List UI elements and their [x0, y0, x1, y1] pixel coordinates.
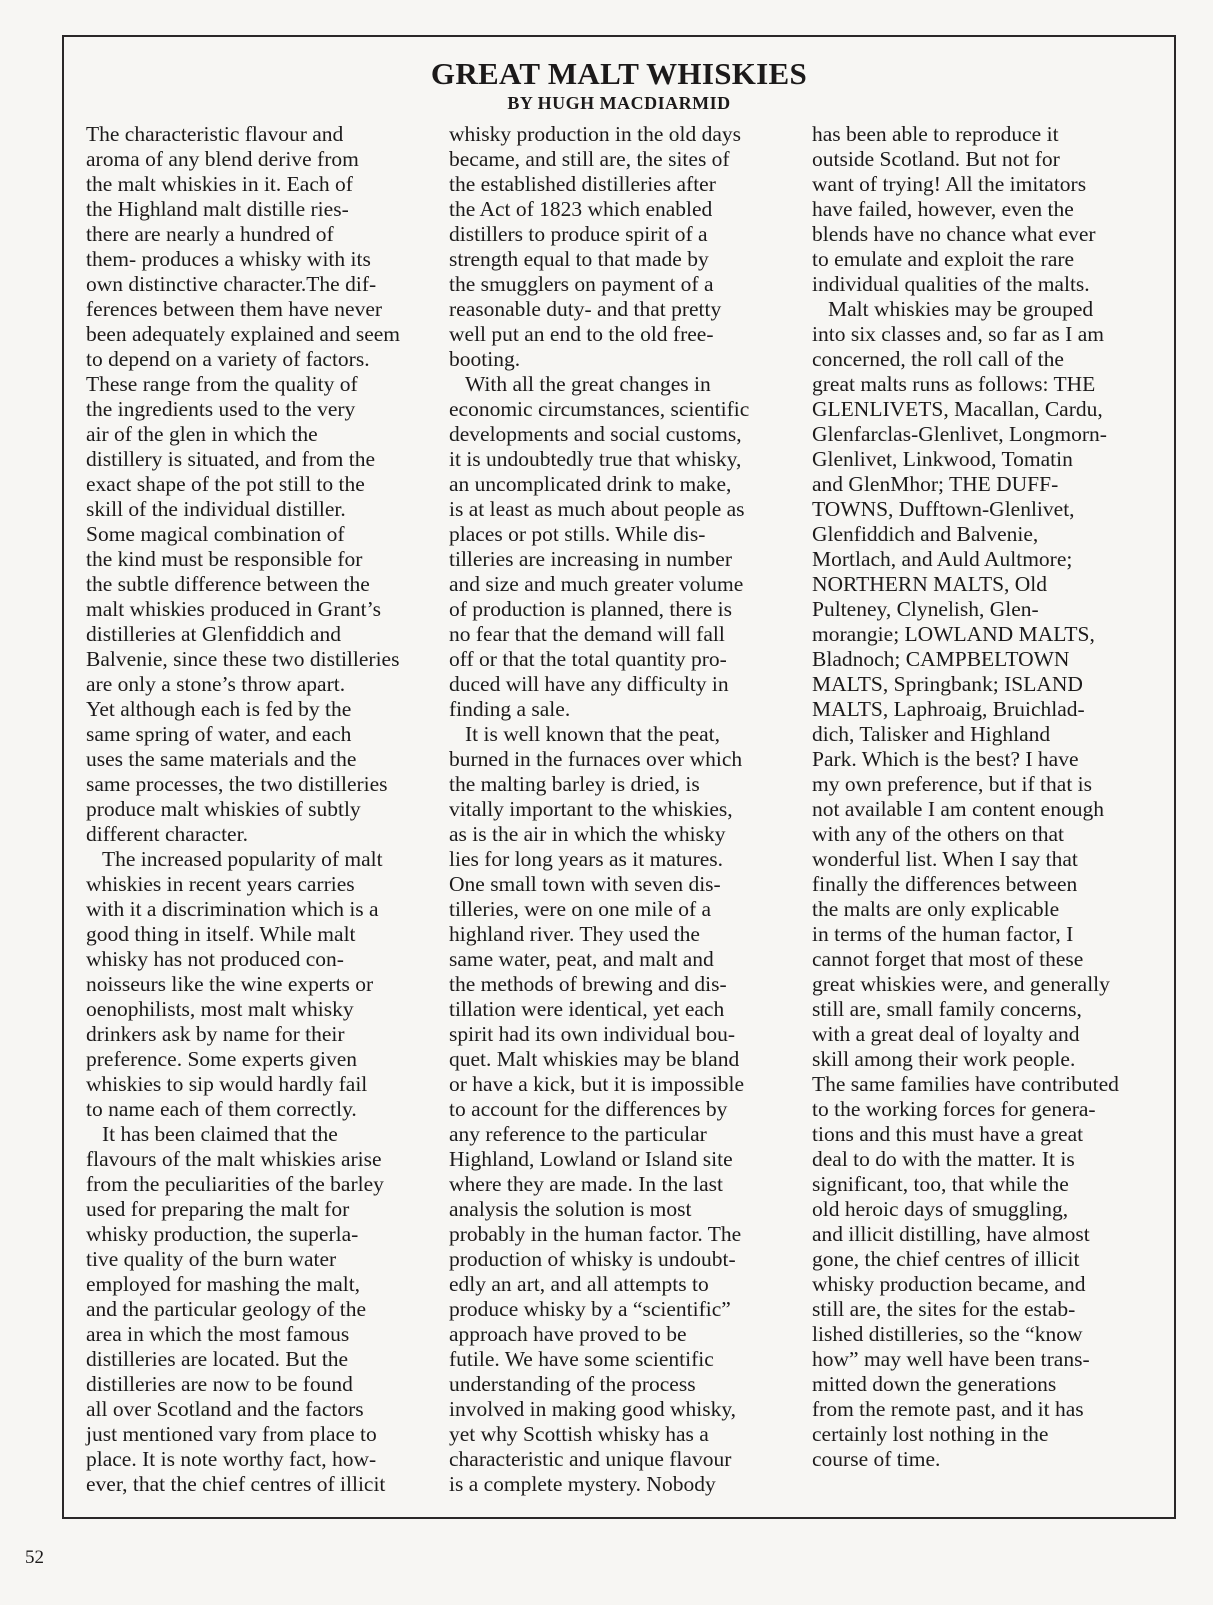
text-line: the smugglers on payment of a	[449, 272, 714, 296]
text-line: economic circumstances, scientific	[449, 397, 750, 421]
text-line: the kind must be responsible for	[86, 547, 363, 571]
text-line: It is well known that the peat,	[465, 722, 720, 746]
text-line: NORTHERN MALTS, Old	[812, 572, 1048, 596]
text-line: the malts are only explicable	[812, 897, 1060, 921]
text-line: quet. Malt whiskies may be bland	[449, 1047, 740, 1071]
text-line: different character.	[86, 822, 248, 846]
text-column-3	[812, 122, 1119, 1472]
text-line: my own preference, but if that is	[812, 772, 1093, 796]
text-line: reasonable duty- and that pretty	[449, 297, 722, 321]
text-line: TOWNS, Dufftown-Glenlivet,	[812, 497, 1075, 521]
text-column-1	[86, 122, 400, 1497]
text-line: outside Scotland. But not for	[812, 147, 1060, 171]
text-line: lished distilleries, so the “know	[812, 1322, 1083, 1346]
text-line: been adequately explained and seem	[86, 322, 400, 346]
text-line: uses the same materials and the	[86, 747, 357, 771]
text-line: course of time.	[812, 1447, 941, 1471]
text-line: well put an end to the old free-	[449, 322, 714, 346]
text-line: The characteristic flavour and	[86, 122, 344, 146]
text-line: of production is planned, there is	[449, 597, 733, 621]
text-line: produce malt whiskies of subtly	[86, 797, 361, 821]
text-line: great whiskies were, and generally	[812, 972, 1110, 996]
page-number: 52	[25, 1547, 44, 1568]
text-line: the ingredients used to the very	[86, 397, 356, 421]
text-line: are only a stone’s throw apart.	[86, 672, 346, 696]
text-line: with a great deal of loyalty and	[812, 1022, 1080, 1046]
text-line: same spring of water, and each	[86, 722, 352, 746]
text-line: produce whisky by a “scientific”	[449, 1297, 731, 1321]
text-line: has been able to reproduce it	[812, 122, 1059, 146]
text-line: whisky production, the superla-	[86, 1222, 359, 1246]
text-line: the methods of brewing and dis-	[449, 972, 727, 996]
text-line: tions and this must have a great	[812, 1122, 1084, 1146]
text-line: characteristic and unique flavour	[449, 1447, 732, 1471]
text-line: or have a kick, but it is impossible	[449, 1072, 744, 1096]
text-line: It has been claimed that the	[102, 1122, 338, 1146]
text-line: edly an art, and all attempts to	[449, 1272, 709, 1296]
text-line: the malt whiskies in it. Each of	[86, 172, 353, 196]
article-title: GREAT MALT WHISKIES	[430, 56, 808, 91]
text-line: MALTS, Laphroaig, Bruichlad-	[812, 697, 1085, 721]
text-line: finding a sale.	[449, 697, 571, 721]
text-line: Park. Which is the best? I have	[812, 747, 1079, 771]
text-line: is at least as much about people as	[449, 497, 745, 521]
text-line: Pulteney, Clynelish, Glen-	[812, 597, 1039, 621]
text-line: tilleries are increasing in number	[449, 547, 732, 571]
text-line: Mortlach, and Auld Aultmore;	[812, 547, 1073, 571]
text-line: whisky has not produced con-	[86, 947, 344, 971]
text-line: to the working forces for genera-	[812, 1097, 1096, 1121]
text-line: blends have no chance what ever	[812, 222, 1096, 246]
text-line: noisseurs like the wine experts or	[86, 972, 374, 996]
text-line: Bladnoch; CAMPBELTOWN	[812, 647, 1070, 671]
text-line: all over Scotland and the factors	[86, 1397, 364, 1421]
text-line: want of trying! All the imitators	[812, 172, 1087, 196]
text-line: distilleries are now to be found	[86, 1372, 353, 1396]
text-line: oenophilists, most malt whisky	[86, 997, 354, 1021]
text-line: from the peculiarities of the barley	[86, 1172, 384, 1196]
text-line: skill of the individual distiller.	[86, 497, 346, 521]
text-line: as is the air in which the whisky	[449, 822, 726, 846]
text-line: to depend on a variety of factors.	[86, 347, 370, 371]
text-line: vitally important to the whiskies,	[449, 797, 733, 821]
text-line: the established distilleries after	[449, 172, 716, 196]
text-line: into six classes and, so far as I am	[812, 322, 1104, 346]
text-line: is a complete mystery. Nobody	[449, 1472, 716, 1496]
text-line: whiskies in recent years carries	[86, 872, 355, 896]
text-line: understanding of the process	[449, 1372, 696, 1396]
text-line: air of the glen in which the	[86, 422, 318, 446]
text-line: Malt whiskies may be grouped	[828, 297, 1094, 321]
article-frame	[62, 35, 1176, 1519]
text-line: gone, the chief centres of illicit	[812, 1247, 1080, 1271]
text-line: morangie; LOWLAND MALTS,	[812, 622, 1095, 646]
text-line: with any of the others on that	[812, 822, 1064, 846]
text-line: place. It is note worthy fact, how-	[86, 1447, 377, 1471]
text-line: duced will have any difficulty in	[449, 672, 729, 696]
text-line: MALTS, Springbank; ISLAND	[812, 672, 1083, 696]
text-line: used for preparing the malt for	[86, 1197, 350, 1221]
text-line: certainly lost nothing in the	[812, 1422, 1049, 1446]
text-line: The increased popularity of malt	[102, 847, 383, 871]
text-line: the malting barley is dried, is	[449, 772, 700, 796]
text-line: concerned, the roll call of the	[812, 347, 1064, 371]
text-line: lies for long years as it matures.	[449, 847, 724, 871]
text-line: finally the differences between	[812, 872, 1078, 896]
text-line: old heroic days of smuggling,	[812, 1197, 1069, 1221]
text-line: to emulate and exploit the rare	[812, 247, 1075, 271]
text-line: and the particular geology of the	[86, 1297, 366, 1321]
text-line: preference. Some experts given	[86, 1047, 358, 1071]
text-line: These range from the quality of	[86, 372, 358, 396]
text-line: there are nearly a hundred of	[86, 222, 334, 246]
text-line: how” may well have been trans-	[812, 1347, 1090, 1371]
text-line: futile. We have some scientific	[449, 1347, 714, 1371]
text-line: yet why Scottish whisky has a	[449, 1422, 709, 1446]
text-line: and size and much greater volume	[449, 572, 744, 596]
text-line: With all the great changes in	[465, 372, 711, 396]
text-line: same water, peat, and malt and	[449, 947, 714, 971]
text-line: places or pot stills. While dis-	[449, 522, 706, 546]
text-line: Balvenie, since these two distilleries	[86, 647, 400, 671]
text-line: booting.	[449, 347, 521, 371]
text-line: Glenfiddich and Balvenie,	[812, 522, 1039, 546]
text-line: flavours of the malt whiskies arise	[86, 1147, 382, 1171]
text-line: analysis the solution is most	[449, 1197, 692, 1221]
text-line: ever, that the chief centres of illicit	[86, 1472, 386, 1496]
text-line: probably in the human factor. The	[449, 1222, 742, 1246]
text-line: where they are made. In the last	[449, 1172, 723, 1196]
text-line: distilleries at Glenfiddich and	[86, 622, 341, 646]
text-line: and illicit distilling, have almost	[812, 1222, 1090, 1246]
text-line: whisky production became, and	[812, 1272, 1086, 1296]
text-line: from the remote past, and it has	[812, 1397, 1084, 1421]
text-line: skill among their work people.	[812, 1047, 1076, 1071]
text-line: Glenfarclas-Glenlivet, Longmorn-	[812, 422, 1107, 446]
text-line: distilleries are located. But the	[86, 1347, 349, 1371]
text-line: approach have proved to be	[449, 1322, 687, 1346]
text-line: no fear that the demand will fall	[449, 622, 725, 646]
text-line: Highland, Lowland or Island site	[449, 1147, 733, 1171]
text-line: same processes, the two distilleries	[86, 772, 388, 796]
text-line: tillation were identical, yet each	[449, 997, 725, 1021]
text-line: the Highland malt distille ries-	[86, 197, 349, 221]
text-line: aroma of any blend derive from	[86, 147, 359, 171]
text-line: ferences between them have never	[86, 297, 383, 321]
text-line: tive quality of the burn water	[86, 1247, 337, 1271]
text-line: own distinctive character.The dif-	[86, 272, 377, 296]
text-line: highland river. They used the	[449, 922, 700, 946]
text-line: it is undoubtedly true that whisky,	[449, 447, 742, 471]
text-line: Glenlivet, Linkwood, Tomatin	[812, 447, 1073, 471]
text-line: to account for the differences by	[449, 1097, 728, 1121]
text-line: individual qualities of the malts.	[812, 272, 1090, 296]
text-line: any reference to the particular	[449, 1122, 707, 1146]
text-line: good thing in itself. While malt	[86, 922, 356, 946]
text-line: whisky production in the old days	[449, 122, 742, 146]
text-line: burned in the furnaces over which	[449, 747, 743, 771]
text-line: an uncomplicated drink to make,	[449, 472, 732, 496]
text-line: off or that the total quantity pro-	[449, 647, 727, 671]
text-line: the Act of 1823 which enabled	[449, 197, 713, 221]
text-line: strength equal to that made by	[449, 247, 709, 271]
text-line: Some magical combination of	[86, 522, 345, 546]
text-line: dich, Talisker and Highland	[812, 722, 1051, 746]
text-line: with it a discrimination which is a	[86, 897, 379, 921]
text-line: wonderful list. When I say that	[812, 847, 1078, 871]
text-line: whiskies to sip would hardly fail	[86, 1072, 368, 1096]
text-line: to name each of them correctly.	[86, 1097, 357, 1121]
text-line: great malts runs as follows: THE	[812, 372, 1096, 396]
text-line: drinkers ask by name for their	[86, 1022, 345, 1046]
text-line: and GlenMhor; THE DUFF-	[812, 472, 1059, 496]
text-line: still are, the sites for the estab-	[812, 1297, 1076, 1321]
text-line: deal to do with the matter. It is	[812, 1147, 1075, 1171]
text-line: tilleries, were on one mile of a	[449, 897, 712, 921]
text-line: in terms of the human factor, I	[812, 922, 1074, 946]
text-line: area in which the most famous	[86, 1322, 350, 1346]
text-line: developments and social customs,	[449, 422, 742, 446]
text-line: mitted down the generations	[812, 1372, 1057, 1396]
text-line: production of whisky is undoubt-	[449, 1247, 736, 1271]
text-line: spirit had its own individual bou-	[449, 1022, 736, 1046]
text-line: still are, small family concerns,	[812, 997, 1082, 1021]
text-line: significant, too, that while the	[812, 1172, 1069, 1196]
article-byline: BY HUGH MACDIARMID	[507, 93, 731, 113]
text-line: the subtle difference between the	[86, 572, 370, 596]
text-line: involved in making good whisky,	[449, 1397, 737, 1421]
text-line: distillers to produce spirit of a	[449, 222, 708, 246]
text-line: became, and still are, the sites of	[449, 147, 730, 171]
text-line: The same families have contributed	[812, 1072, 1119, 1096]
text-line: employed for mashing the malt,	[86, 1272, 361, 1296]
text-line: One small town with seven dis-	[449, 872, 721, 896]
text-column-2	[449, 122, 749, 1497]
text-line: have failed, however, even the	[812, 197, 1074, 221]
text-line: cannot forget that most of these	[812, 947, 1084, 971]
text-line: GLENLIVETS, Macallan, Cardu,	[812, 397, 1103, 421]
text-line: malt whiskies produced in Grant’s	[86, 597, 381, 621]
text-line: exact shape of the pot still to the	[86, 472, 365, 496]
text-line: not available I am content enough	[812, 797, 1104, 821]
text-line: just mentioned vary from place to	[86, 1422, 377, 1446]
text-line: distillery is situated, and from the	[86, 447, 376, 471]
text-line: them- produces a whisky with its	[86, 247, 371, 271]
text-line: Yet although each is fed by the	[86, 697, 352, 721]
